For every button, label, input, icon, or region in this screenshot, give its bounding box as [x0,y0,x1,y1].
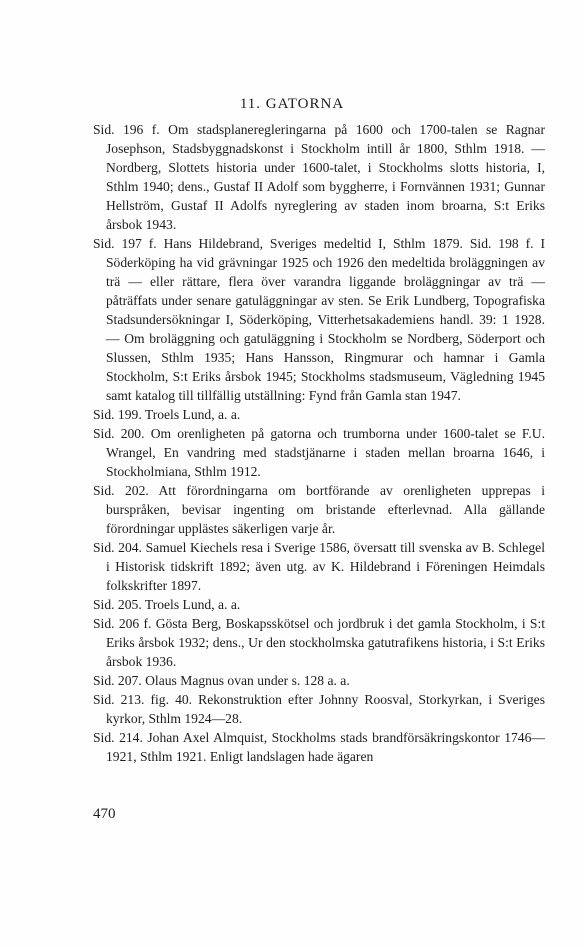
note-entry: Sid. 199. Troels Lund, a. a. [93,407,241,422]
chapter-header: 11. GATORNA [239,96,345,112]
note-entry: Sid. 205. Troels Lund, a. a. [93,597,241,612]
note-entry: Sid. 214. Johan Axel Almquist, Stockholms stads brandförsäkringskontor 1746—1921, Sthlm 1921. Enligt landslagen hade ägaren [93,730,545,764]
note-entry: Sid. 206 f. Gösta Berg, Boskapsskötsel och jordbruk i det gamla Stockholm, i S:t Eriks årsbok 1932; dens., Ur den stockholmska gatutrafikens historia, i S:t Eriks årsbok 1936. [93,616,545,669]
note-entry: Sid. 213. fig. 40. Rekonstruktion efter Johnny Roosval, Storkyrkan, i Sveriges kyrkor, Sthlm 1924—28. [93,692,545,726]
note-entry: Sid. 207. Olaus Magnus ovan under s. 128 a. a. [93,673,350,688]
note-entry: Sid. 197 f. Hans Hildebrand, Sveriges medeltid I, Sthlm 1879. Sid. 198 f. I Söderköping ha vid grävningar 1925 och 1926 den medeltida broläggningen av trä — eller rättare, flera över varandra liggande broläggningar av trä — påträffats under senare gatuläggningar av sten. Se Erik Lundberg, Topografiska Stadsundersökningar I, Söderköping, Vitterhetsakademiens handl. 39: 1 1928. — Om broläggning och gatuläggning i Stockholm se Nordberg, Söderport och Slussen, Sthlm 1935; Hans Hansson, Ringmurar och hamnar i Gamla Stockholm, S:t Eriks årsbok 1945; Stockholms stadsmuseum, Vägledning 1945 samt katalog till tillfällig utställning: Fynd från Gamla stan 1947. [93,236,545,403]
note-entry: Sid. 202. Att förordningarna om bortförande av orenligheten upprepas i burspråken, bevisar ingenting om bristande efterlevnad. Alla gällande förordningar upplästes säkerligen varje år. [93,483,545,536]
note-entry: Sid. 196 f. Om stadsplaneregleringarna på 1600 och 1700-talen se Ragnar Josephson, Stadsbyggnadskonst i Stockholm intill år 1800, Sthlm 1918. — Nordberg, Slottets historia under 1600-talet, i Stockholms slotts historia, I, Sthlm 1940; dens., Gustaf II Adolf som byggherre, i Fornvännen 1931; Gunnar Hellström, Gustaf II Adolfs nyreglering av staden inom broarna, S:t Eriks årsbok 1943. [93,122,545,232]
page-number: 470 [93,806,116,822]
note-entry: Sid. 204. Samuel Kiechels resa i Sverige 1586, översatt till svenska av B. Schlegel i Historisk tidskrift 1892; även utg. av K. Hildebrand i Föreningen Heimdals folkskrifter 1897. [93,540,545,593]
note-entry: Sid. 200. Om orenligheten på gatorna och trumborna under 1600-talet se F.U. Wrangel, En vandring med stadstjänarne i staden mellan broarna 1646, i Stockholmiana, Sthlm 1912. [93,426,545,479]
notes-body [93,120,545,766]
